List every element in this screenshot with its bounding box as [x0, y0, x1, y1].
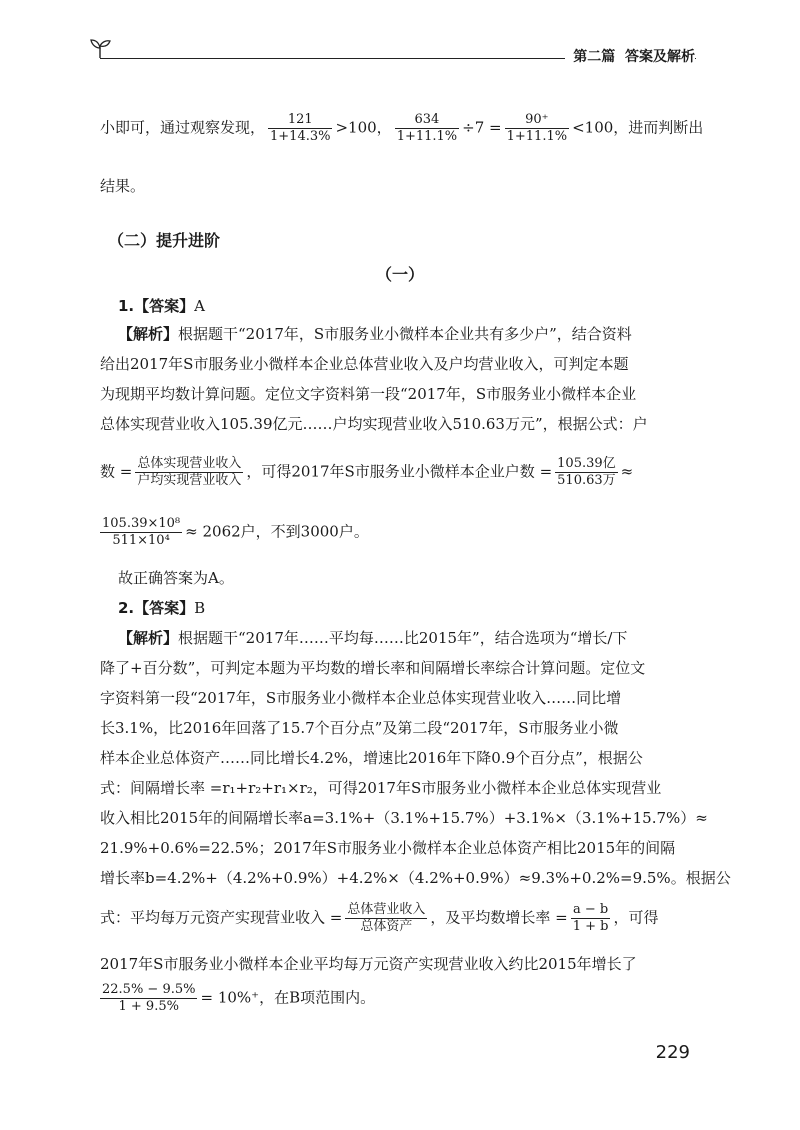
q1-line-1 — [118, 320, 718, 348]
q2-fraction-b-num: a − b — [571, 902, 611, 919]
group-title: （一） — [375, 265, 424, 284]
q2-fraction-d — [100, 982, 197, 1015]
q2-line-6: 式：间隔增长率 =r₁+r₂+r₁×r₂，可得2017年S市服务业小微样本企业总体实现营业 — [100, 779, 662, 797]
q1-answer-label: 1.【答案】 — [118, 297, 195, 315]
q2-line-3: 字资料第一段“2017年，S市服务业小微样本企业总体实现营业收入……同比增 — [100, 689, 622, 707]
intro-text-4: <100，进而判断出 — [572, 118, 704, 137]
q2-line-10: 2017年S市服务业小微样本企业平均每万元资产实现营业收入约比2015年增长了 — [100, 955, 637, 973]
fraction-3-num: 90⁺ — [505, 112, 569, 129]
running-header — [565, 46, 695, 66]
q1-formula-line — [100, 456, 700, 489]
q1-line-3: 为现期平均数计算问题。定位文字资料第一段“2017年，S市服务业小微样本企业 — [100, 385, 637, 403]
q2-formula-text-d: = 10%⁺，在B项范围内。 — [200, 988, 376, 1007]
q2-formula-text-b: ，及平均数增长率 = — [430, 908, 568, 927]
q1-text-1: 根据题干“2017年，S市服务业小微样本企业共有多少户”，结合资料 — [178, 325, 632, 343]
fraction-3 — [505, 112, 569, 145]
q1-fraction-c — [100, 516, 182, 549]
q1-formula-text-a: 数 = — [100, 462, 133, 481]
q1-formula-line-2 — [100, 516, 700, 549]
q1-formula-text-b: ，可得2017年S市服务业小微样本企业户数 = — [246, 462, 553, 481]
header-section: 第二篇 — [573, 49, 616, 65]
q2-formula-text-a: 式：平均每万元资产实现营业收入 = — [100, 908, 343, 927]
fraction-2 — [395, 112, 459, 145]
q1-conclusion: 故正确答案为A。 — [118, 569, 234, 587]
fraction-1-num: 121 — [268, 112, 332, 129]
q1-answer-value: A — [194, 297, 205, 315]
q2-line-2: 降了+百分数”，可判定本题为平均数的增长率和间隔增长率综合计算问题。定位文 — [100, 659, 646, 677]
fraction-1-den: 1+14.3% — [270, 129, 331, 144]
fraction-2-num: 634 — [395, 112, 459, 129]
q1-fraction-a-den: 户均实现营业收入 — [137, 473, 242, 488]
fraction-2-den: 1+11.1% — [396, 129, 458, 144]
q2-line-1 — [118, 624, 718, 652]
q1-line-2: 给出2017年S市服务业小微样本企业总体营业收入及户均营业收入，可判定本题 — [100, 355, 629, 373]
page-number: 229 — [655, 1042, 690, 1063]
q2-answer-label: 2.【答案】 — [118, 599, 195, 617]
q1-fraction-b-den: 510.63万 — [557, 473, 616, 488]
q2-line-8: 21.9%+0.6%=22.5%；2017年S市服务业小微样本企业总体资产相比2015年的间隔 — [100, 839, 676, 857]
q2-fraction-b — [571, 902, 611, 935]
q1-formula-text-c: ≈ — [620, 462, 634, 481]
q1-formula-text-d: ≈ 2062户，不到3000户。 — [185, 522, 369, 541]
q1-fraction-b-num: 105.39亿 — [557, 456, 616, 471]
fraction-1 — [268, 112, 332, 145]
q1-fraction-a-num: 总体实现营业收入 — [137, 456, 242, 471]
q2-line-5: 样本企业总体资产……同比增长4.2%，增速比2016年下降0.9个百分点”，根据公 — [100, 749, 643, 767]
intro-line-2: 结果。 — [100, 177, 146, 195]
intro-line-1 — [100, 112, 704, 145]
sprout-icon — [88, 36, 112, 60]
q2-fraction-a-num: 总体营业收入 — [347, 902, 426, 917]
q2-line-4: 长3.1%，比2016年回落了15.7个百分点”及第二段“2017年，S市服务业小微 — [100, 719, 619, 737]
q2-text-1: 根据题干“2017年……平均每……比2015年”，结合选项为“增长/下 — [178, 629, 628, 647]
q2-answer — [118, 594, 718, 622]
q2-fraction-a — [345, 902, 427, 935]
fraction-3-den: 1+11.1% — [506, 129, 568, 144]
q2-line-7: 收入相比2015年的间隔增长率a=3.1%+（3.1%+15.7%）+3.1%×（3.1%+15.7%）≈ — [100, 809, 708, 827]
q2-formula-line-2 — [100, 982, 700, 1015]
q1-fraction-c-num: 105.39×10⁸ — [102, 516, 181, 531]
q2-fraction-a-den: 总体资产 — [360, 919, 413, 934]
intro-text-2: >100， — [335, 118, 392, 137]
header-title: 答案及解析 — [625, 49, 695, 65]
q2-fraction-b-den: 1 + b — [572, 919, 609, 934]
q1-analysis-label: 【解析】 — [118, 325, 179, 343]
q1-answer — [118, 292, 718, 320]
section-title: （二）提升进阶 — [108, 231, 221, 250]
intro-text-3: ÷7 = — [462, 118, 502, 137]
q2-line-9: 增长率b=4.2%+（4.2%+0.9%）+4.2%×（4.2%+0.9%）≈9.3%+0.2%=9.5%。根据公 — [100, 869, 731, 887]
q2-fraction-d-den: 1 + 9.5% — [118, 999, 179, 1014]
q2-answer-value: B — [194, 599, 206, 617]
q1-line-4: 总体实现营业收入105.39亿元……户均实现营业收入510.63万元”，根据公式：户 — [100, 415, 648, 433]
q2-formula-line — [100, 902, 700, 935]
q1-fraction-a — [135, 456, 243, 489]
q2-fraction-d-num: 22.5% − 9.5% — [102, 982, 196, 997]
q1-fraction-b — [555, 456, 618, 489]
q2-analysis-label: 【解析】 — [118, 629, 179, 647]
q2-formula-text-c: ，可得 — [613, 908, 659, 927]
intro-text-1: 小即可，通过观察发现， — [100, 118, 266, 137]
q1-fraction-c-den: 511×10⁴ — [112, 533, 170, 548]
